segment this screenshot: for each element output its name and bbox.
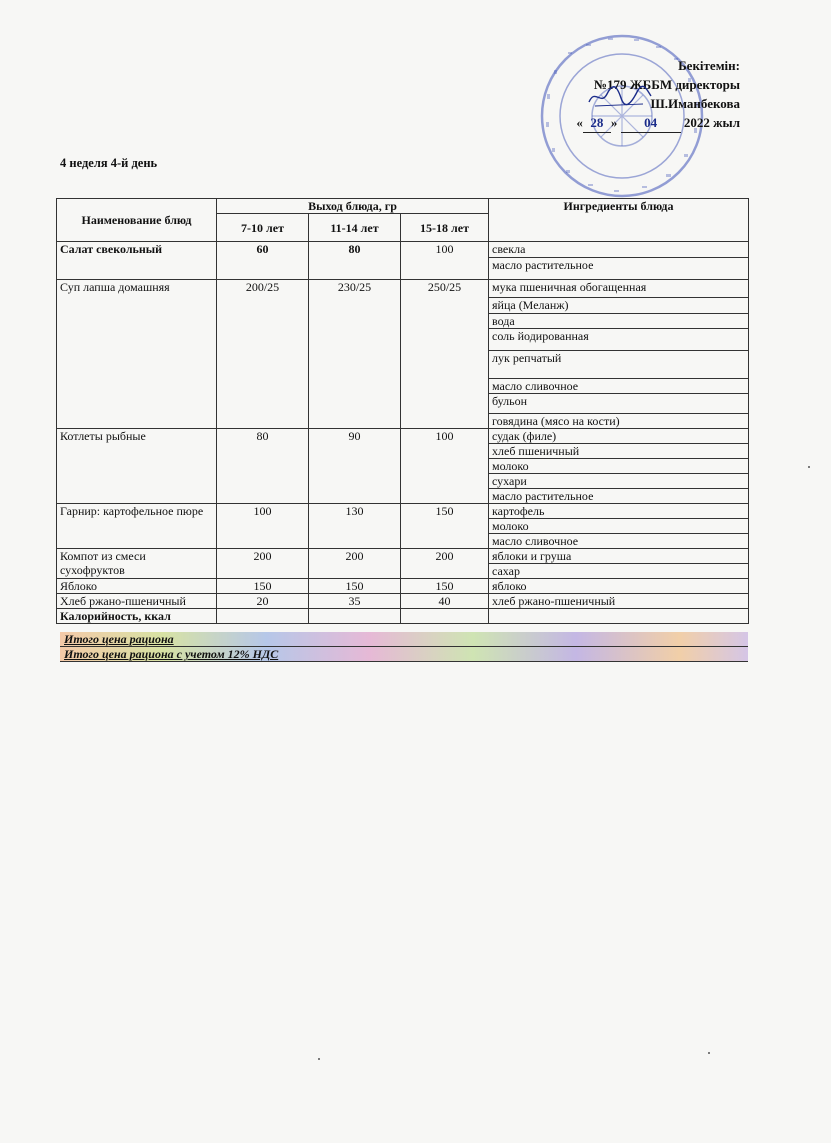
dish-name: Салат свекольный	[57, 242, 217, 280]
ingredient: сахар	[489, 564, 749, 579]
portion-15-18: 250/25	[401, 280, 489, 429]
header-age-11-14: 11-14 лет	[309, 214, 401, 242]
portion-7-10: 60	[217, 242, 309, 280]
dish-name: Яблоко	[57, 579, 217, 594]
ingredient: масло растительное	[489, 489, 749, 504]
ingredient: картофель	[489, 504, 749, 519]
total-price-vat-label: Итого цена рациона с учетом 12% НДС	[64, 647, 279, 661]
dish-name: Хлеб ржано-пшеничный	[57, 594, 217, 609]
ingredient: масло сливочное	[489, 534, 749, 549]
ingredient: масло растительное	[489, 258, 749, 280]
portion-7-10: 200	[217, 549, 309, 579]
approval-position: №179 ЖББМ директоры	[593, 77, 740, 92]
portion-11-14: 200	[309, 549, 401, 579]
approval-name: Ш.Иманбекова	[650, 96, 740, 111]
portion-7-10: 100	[217, 504, 309, 549]
portion-7-10: 80	[217, 429, 309, 504]
scan-speck	[708, 1052, 710, 1054]
ingredient: соль йодированная	[489, 329, 749, 351]
header-ingredients: Ингредиенты блюда	[489, 199, 749, 242]
scan-speck	[808, 466, 810, 468]
header-age-15-18: 15-18 лет	[401, 214, 489, 242]
portion-15-18: 40	[401, 594, 489, 609]
table-row	[57, 549, 749, 564]
date-day: 28	[583, 113, 611, 133]
day-title: 4 неделя 4-й день	[60, 156, 158, 170]
portion-15-18: 150	[401, 504, 489, 549]
date-quote-close: »	[610, 115, 618, 130]
portion-7-10: 150	[217, 579, 309, 594]
ingredient: мука пшеничная обогащенная	[489, 280, 749, 298]
ingredient: хлеб ржано-пшеничный	[489, 594, 749, 609]
table-row	[57, 429, 749, 444]
ingredient: бульон	[489, 394, 749, 414]
scan-speck	[318, 1058, 320, 1060]
ingredient: яблоко	[489, 579, 749, 594]
total-price-line	[60, 632, 748, 647]
table-row	[57, 579, 749, 594]
portion-7-10: 20	[217, 594, 309, 609]
portion-15-18: 150	[401, 579, 489, 594]
handwritten-signature	[585, 80, 655, 110]
date-month: 04	[621, 113, 681, 133]
ingredient: яблоки и груша	[489, 549, 749, 564]
dish-name: Компот из смеси сухофруктов	[57, 549, 217, 579]
portion-11-14: 80	[309, 242, 401, 280]
calories-label: Калорийность, ккал	[57, 609, 217, 624]
header-output: Выход блюда, гр	[217, 199, 489, 214]
header-dish-name: Наименование блюд	[57, 199, 217, 242]
date-quote-open: «	[576, 115, 583, 130]
ingredient: судак (филе)	[489, 429, 749, 444]
ingredient: сухари	[489, 474, 749, 489]
total-price-vat-line	[60, 647, 748, 662]
ingredient: молоко	[489, 519, 749, 534]
ingredient: хлеб пшеничный	[489, 444, 749, 459]
portion-11-14: 230/25	[309, 280, 401, 429]
table-row	[57, 242, 749, 258]
ingredient: масло сливочное	[489, 379, 749, 394]
ingredient: молоко	[489, 459, 749, 474]
ingredient: вода	[489, 314, 749, 329]
portion-11-14: 150	[309, 579, 401, 594]
ingredient: лук репчатый	[489, 351, 749, 379]
total-price-label: Итого цена рациона	[64, 632, 174, 646]
portion-7-10: 200/25	[217, 280, 309, 429]
approval-date	[500, 113, 740, 133]
header-age-7-10: 7-10 лет	[217, 214, 309, 242]
portion-15-18: 200	[401, 549, 489, 579]
menu-table	[56, 198, 749, 624]
dish-name: Котлеты рыбные	[57, 429, 217, 504]
portion-15-18: 100	[401, 242, 489, 280]
table-row	[57, 504, 749, 519]
ingredient: яйца (Меланж)	[489, 298, 749, 314]
approval-title: Бекітемін:	[678, 58, 740, 73]
portion-15-18: 100	[401, 429, 489, 504]
calories-row	[57, 609, 749, 624]
dish-name: Гарнир: картофельное пюре	[57, 504, 217, 549]
totals-block	[60, 632, 748, 662]
portion-11-14: 130	[309, 504, 401, 549]
date-year: 2022 жыл	[683, 115, 740, 130]
table-row	[57, 594, 749, 609]
ingredient: свекла	[489, 242, 749, 258]
table-row	[57, 280, 749, 298]
portion-11-14: 90	[309, 429, 401, 504]
ingredient: говядина (мясо на кости)	[489, 414, 749, 429]
dish-name: Суп лапша домашняя	[57, 280, 217, 429]
portion-11-14: 35	[309, 594, 401, 609]
